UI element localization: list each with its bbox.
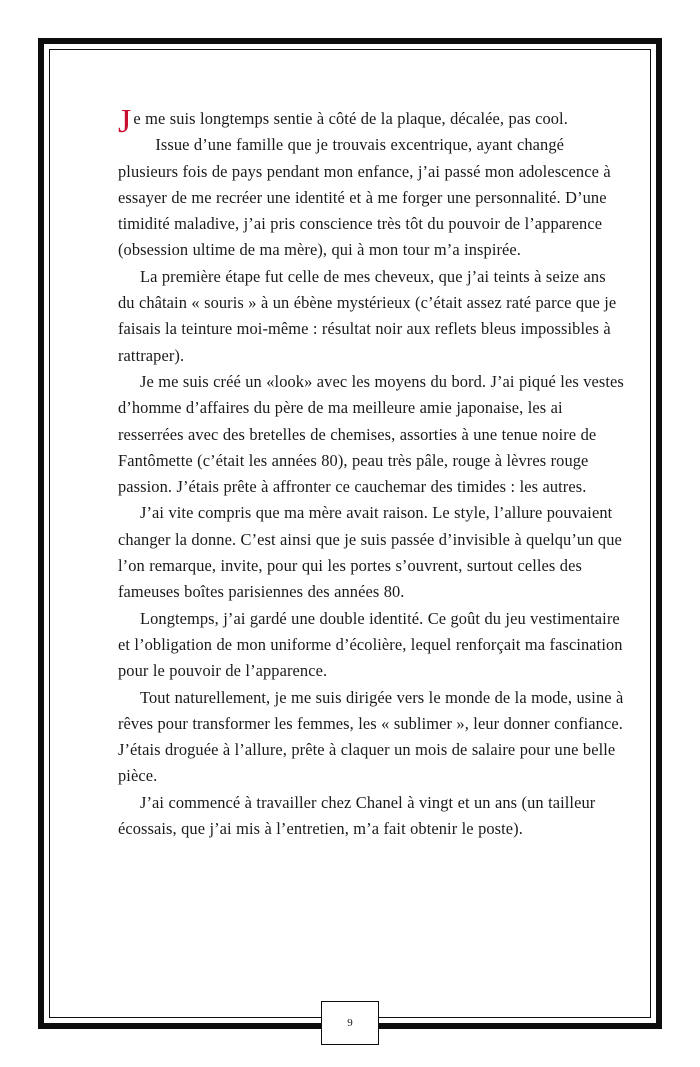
paragraph-2: Issue d’une famille que je trouvais excentrique, ayant changé plusieurs fois de pays pendant mon enfance, j’ai passé mon adolescence à essayer de me recréer une identité et à me forger une personnalité. D’une timidité maladive, j’ai pris conscience très tôt du pouvoir de l’apparence (obsession ultime de ma mère), qui à mon tour m’a inspirée.: [118, 135, 611, 260]
paragraph-1: [118, 106, 626, 140]
paragraph-4: Je me suis créé un «look» avec les moyens du bord. J’ai piqué les vestes d’homme d’affaires du père de ma meilleure amie japonaise, les ai resserrées avec des bretelles de chemises, assorties à une tenue noire de Fantômette (c’était les années 80), peau très pâle, rouge à lèvres rouge passion. J’étais prête à affronter ce cauchemar des timides : les autres.: [118, 371, 624, 497]
paragraph-3: La première étape fut celle de mes cheveux, que j’ai teints à seize ans du châtain « souris » à un ébène mystérieux (c’était assez raté parce que je faisais la teinture moi-même : résultat noir aux reflets bleus impossibles à rattraper).: [118, 266, 617, 365]
body-text-column: [118, 106, 626, 1006]
paragraph-5: J’ai vite compris que ma mère avait raison. Le style, l’allure pouvaient changer la donne. C’est ainsi que je suis passée d’invisible à quelqu’un que l’on remarque, invite, pour qui les portes s’ouvrent, surtout celles des fameuses boîtes parisiennes des années 80.: [118, 503, 622, 602]
page-number: 9: [347, 1017, 353, 1029]
page-frame: [38, 38, 662, 1029]
paragraph-8: J’ai commencé à travailler chez Chanel à vingt et un ans (un tailleur écossais, que j’ai mis à l’entretien, m’a fait obtenir le poste).: [118, 792, 596, 839]
drop-cap-letter: J: [118, 106, 132, 140]
paragraph-text: e me suis longtemps sentie à côté de la plaque, décalée, pas cool.: [133, 109, 568, 128]
page-number-box: [321, 1001, 379, 1045]
paragraph-6: Longtemps, j’ai gardé une double identité. Ce goût du jeu vestimentaire et l’obligation de mon uniforme d’écolière, lequel renforçait ma fascination pour le pouvoir de l’apparence.: [118, 608, 623, 681]
paragraph-7: Tout naturellement, je me suis dirigée vers le monde de la mode, usine à rêves pour transformer les femmes, les « sublimer », leur donner confiance. J’étais droguée à l’allure, prête à claquer un mois de salaire pour une belle pièce.: [118, 687, 624, 786]
